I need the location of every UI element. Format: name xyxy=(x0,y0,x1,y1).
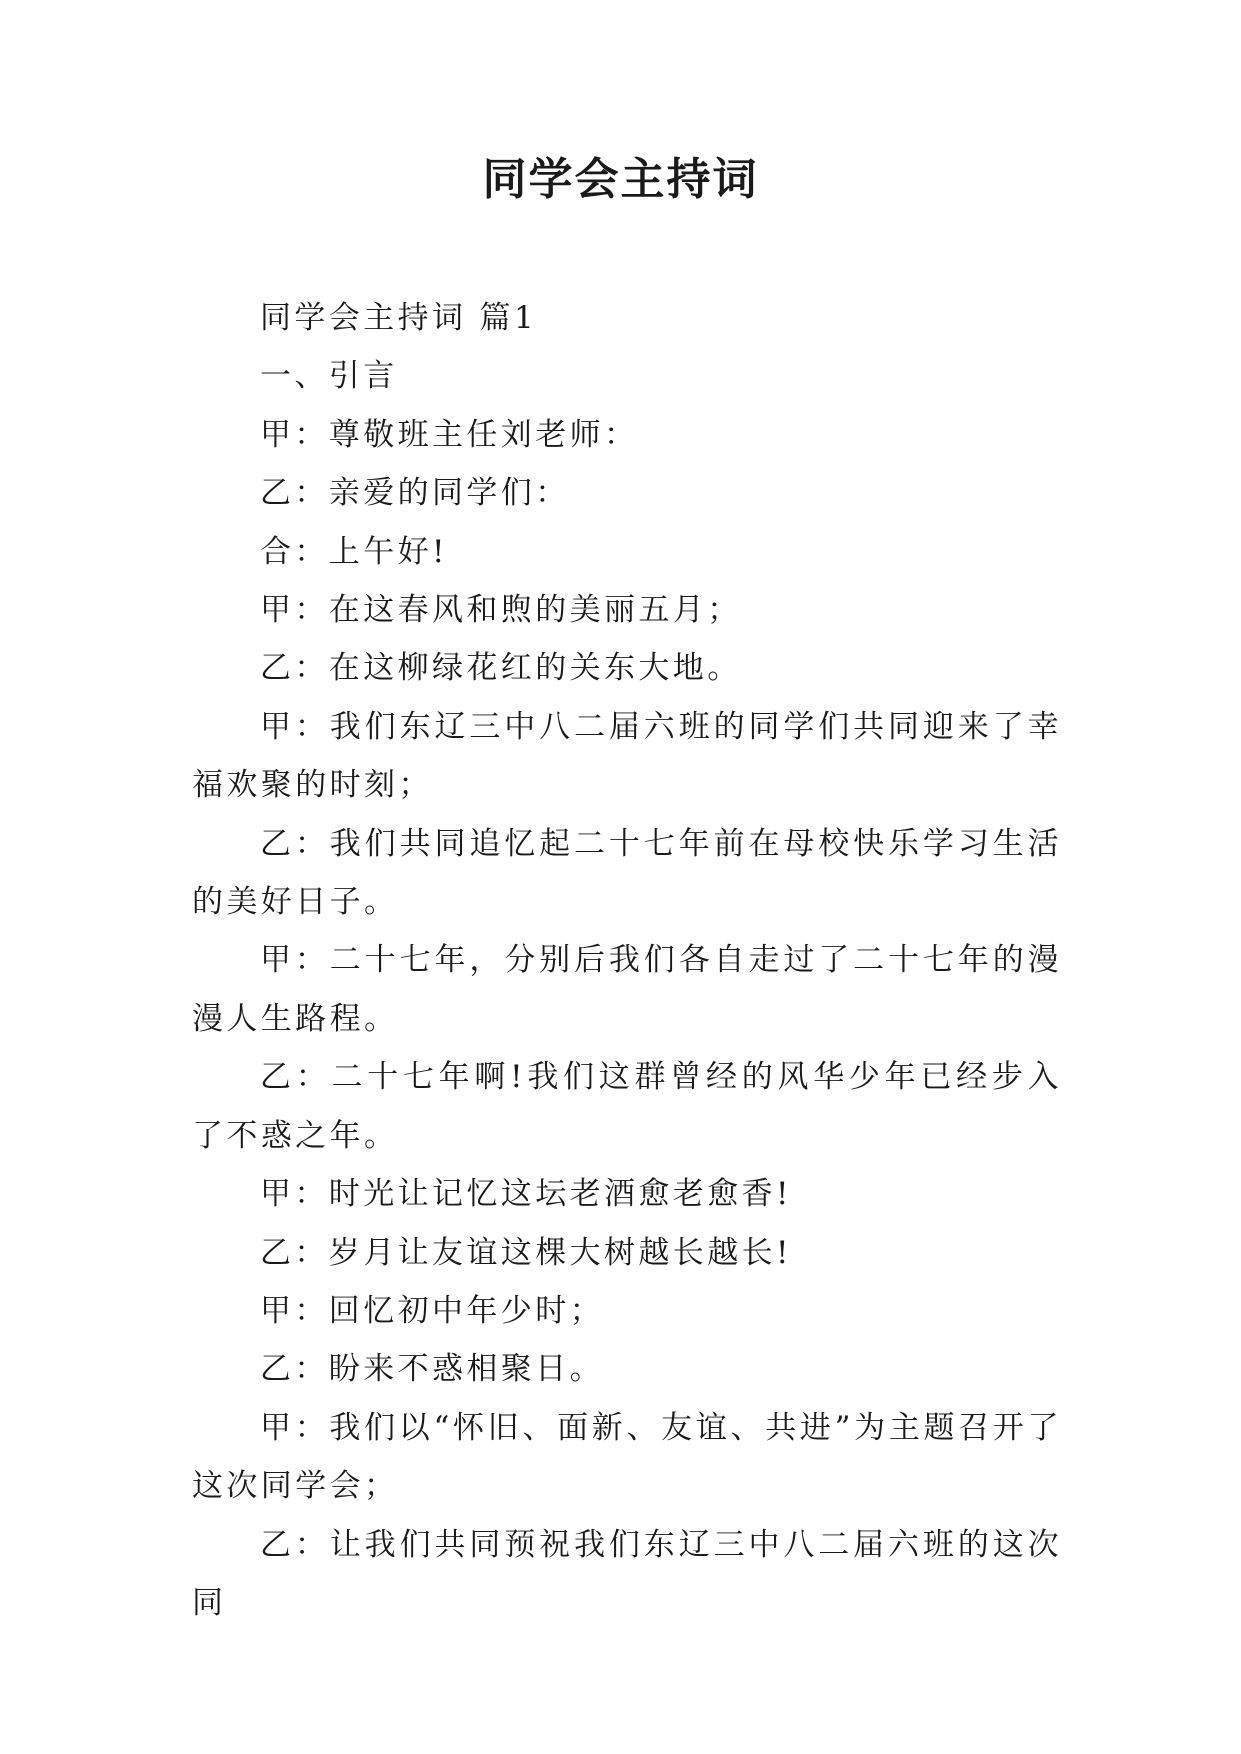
document-body xyxy=(192,289,1062,1632)
paragraph: 乙：在这柳绿花红的关东大地。 xyxy=(260,650,742,687)
paragraph: 甲：我们以“怀旧、面新、友谊、共进”为主题召开了这次同学会； xyxy=(192,1409,1062,1505)
document-title: 同学会主持词 xyxy=(482,154,759,205)
paragraph: 甲：在这春风和煦的美丽五月； xyxy=(260,592,742,629)
paragraph: 乙：让我们共同预祝我们东辽三中八二届六班的这次同 xyxy=(192,1526,1062,1621)
paragraph: 甲：我们东辽三中八二届六班的同学们共同迎来了幸福欢聚的时刻； xyxy=(192,708,1062,804)
paragraph: 乙：亲爱的同学们： xyxy=(260,475,570,512)
paragraph: 合：上午好! xyxy=(260,533,448,570)
paragraph: 乙：岁月让友谊这棵大树越长越长! xyxy=(260,1234,792,1271)
paragraph: 乙：盼来不惑相聚日。 xyxy=(260,1351,604,1388)
paragraph: 甲：二十七年，分别后我们各自走过了二十七年的漫漫人生路程。 xyxy=(192,942,1062,1037)
paragraph: 乙：二十七年啊!我们这群曾经的风华少年已经步入了不惑之年。 xyxy=(192,1059,1062,1154)
paragraph-section-heading: 同学会主持词 篇1 xyxy=(260,300,538,336)
paragraph: 甲：时光让记忆这坛老酒愈老愈香! xyxy=(260,1176,792,1213)
paragraph: 甲：尊敬班主任刘老师： xyxy=(260,416,639,453)
paragraph: 甲：回忆初中年少时； xyxy=(260,1292,604,1329)
paragraph: 乙：我们共同追忆起二十七年前在母校快乐学习生活的美好日子。 xyxy=(192,825,1062,921)
paragraph-introduction-heading: 一、引言 xyxy=(260,358,398,395)
